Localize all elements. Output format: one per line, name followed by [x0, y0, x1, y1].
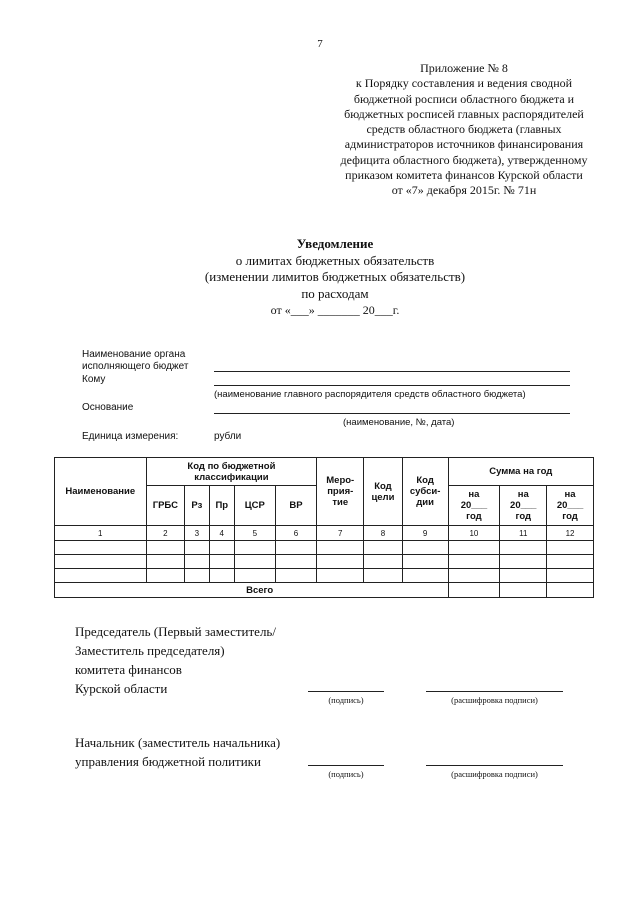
notice-heading — [0, 236, 640, 319]
notice-line: по расходам — [301, 285, 369, 301]
signatory-2 — [75, 733, 280, 771]
signatory-2-line: управления бюджетной политики — [75, 754, 261, 769]
column-number: 12 — [547, 526, 594, 541]
table-total-row — [55, 583, 594, 598]
table-row — [55, 555, 594, 569]
column-number: 10 — [448, 526, 500, 541]
page-number: 7 — [317, 38, 323, 50]
header-sum-year: Сумма на год — [448, 458, 593, 486]
notice-title: Уведомление — [296, 236, 374, 251]
organ-label-line1: Наименование органа — [82, 349, 186, 360]
signatory-1-line: Заместитель председателя) — [75, 643, 225, 658]
organ-label-line2: исполняющего бюджет — [82, 361, 189, 372]
decode-caption-1: (расшифровка подписи) — [451, 695, 538, 705]
header-csr: ЦСР — [234, 486, 275, 526]
header-goal-code: Код цели — [364, 458, 403, 526]
signatory-1-line: комитета финансов — [75, 662, 182, 677]
unit-value: рубли — [214, 431, 242, 442]
appendix-line: администраторов источников финансирования — [344, 137, 584, 152]
appendix-line: приказом комитета финансов Курской области — [345, 168, 583, 183]
appendix-line: Приложение № 8 — [420, 61, 508, 75]
column-number: 1 — [55, 526, 147, 541]
header-year-3: на 20___ год — [547, 486, 594, 526]
total-label: Всего — [55, 583, 276, 598]
appendix-line: от «7» декабря 2015г. № 71н — [391, 183, 537, 198]
appendix-line: дефицита областного бюджета), утвержденному — [340, 152, 588, 167]
appendix-line: к Порядку составления и ведения сводной — [355, 76, 573, 91]
column-number: 3 — [185, 526, 209, 541]
decode-caption-2: (расшифровка подписи) — [451, 769, 538, 779]
header-code-group: Код по бюджетной классификации — [146, 458, 317, 486]
limits-table — [54, 457, 594, 598]
signature-caption-2: (подпись) — [328, 769, 364, 779]
header-event: Меро- прия- тие — [317, 458, 364, 526]
column-number: 5 — [234, 526, 275, 541]
to-input-line — [214, 385, 570, 386]
basis-caption: (наименование, №, дата) — [343, 417, 455, 428]
appendix-line: бюджетных росписей главных распорядителей — [344, 106, 584, 121]
signature-line-2 — [308, 765, 384, 766]
header-rz: Рз — [185, 486, 209, 526]
header-name: Наименование — [55, 458, 147, 526]
notice-line: о лимитах бюджетных обязательств — [235, 252, 435, 268]
signatory-2-line: Начальник (заместитель начальника) — [75, 735, 281, 750]
appendix-block — [322, 61, 606, 199]
signatory-1-line: Курской области — [75, 681, 168, 696]
signature-line-1 — [308, 691, 384, 692]
basis-label: Основание — [82, 402, 134, 413]
organ-input-line — [214, 371, 570, 372]
decode-line-2 — [426, 765, 563, 766]
header-year-1: на 20___ год — [448, 486, 500, 526]
appendix-line: средств областного бюджета (главных — [366, 122, 562, 137]
appendix-line: бюджетной росписи областного бюджета и — [353, 91, 575, 106]
column-number: 8 — [364, 526, 403, 541]
column-number: 9 — [402, 526, 448, 541]
signature-caption-1: (подпись) — [328, 695, 364, 705]
column-number: 6 — [275, 526, 317, 541]
to-caption: (наименование главного распорядителя средств областного бюджета) — [214, 389, 526, 400]
decode-line-1 — [426, 691, 563, 692]
header-year-2: на 20___ год — [500, 486, 547, 526]
column-number: 4 — [209, 526, 234, 541]
basis-input-line — [214, 413, 570, 414]
column-number: 2 — [146, 526, 185, 541]
notice-date-line: от «___» _______ 20___г. — [270, 303, 400, 318]
unit-label: Единица измерения: — [82, 431, 179, 442]
to-label: Кому — [82, 374, 106, 385]
table-row — [55, 569, 594, 583]
table-row — [55, 541, 594, 555]
column-number: 11 — [500, 526, 547, 541]
header-subsidy-code: Код субси- дии — [402, 458, 448, 526]
header-pr: Пр — [209, 486, 234, 526]
signatory-1 — [75, 622, 276, 698]
notice-line: (изменении лимитов бюджетных обязательств) — [204, 269, 466, 285]
header-vr: ВР — [275, 486, 317, 526]
column-number: 7 — [317, 526, 364, 541]
header-grbs: ГРБС — [146, 486, 185, 526]
signatory-1-line: Председатель (Первый заместитель/ — [75, 624, 276, 639]
